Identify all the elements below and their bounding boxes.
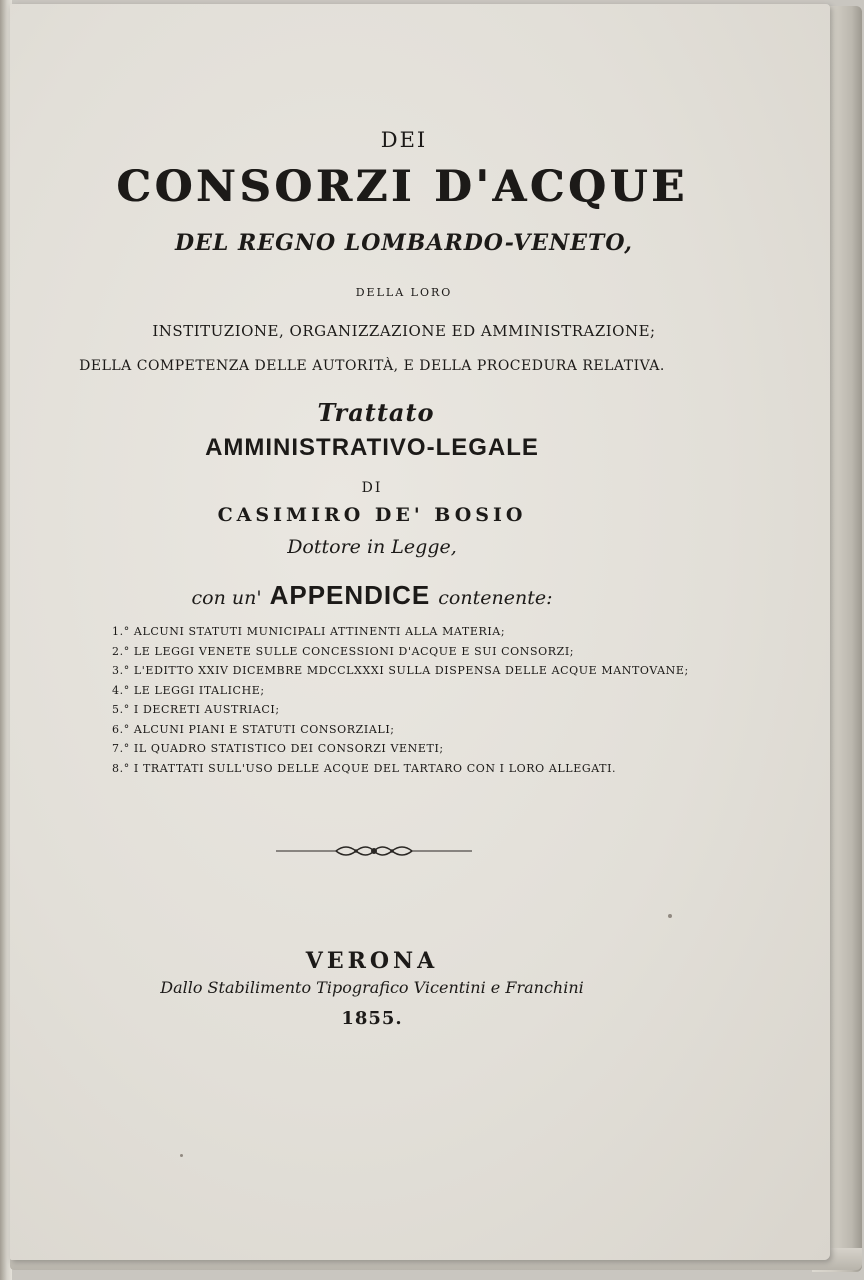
appendix-list xyxy=(112,622,732,778)
foxing-spot xyxy=(180,1154,183,1157)
subtitle-della-loro: DELLA LORO xyxy=(355,286,453,299)
list-item xyxy=(112,759,732,779)
list-item-text: LE LEGGI VENETE SULLE CONCESSIONI D'ACQUE E SUI CONSORZI; xyxy=(133,644,575,658)
list-item-text: IL QUADRO STATISTICO DEI CONSORZI VENETI; xyxy=(133,742,444,755)
list-item xyxy=(112,642,732,662)
imprint-city: VERONA xyxy=(305,948,439,974)
heading-amministrativo-legale: AMMINISTRATIVO-LEGALE xyxy=(205,434,539,461)
list-item-text: ALCUNI STATUTI MUNICIPALI ATTINENTI ALLA MATERIA; xyxy=(133,625,506,638)
title-line-dei: DEI xyxy=(380,128,428,152)
foxing-spot xyxy=(668,914,672,918)
subtitle-instituzione: INSTITUZIONE, ORGANIZZAZIONE ED AMMINISTRAZIONE; xyxy=(152,322,656,340)
list-item-number: 8.° xyxy=(112,761,130,775)
list-item-text: LE LEGGI ITALICHE; xyxy=(133,683,265,697)
list-item-number: 4.° xyxy=(112,683,130,697)
byline-di: DI xyxy=(361,480,383,496)
subtitle-regno: DEL REGNO LOMBARDO-VENETO, xyxy=(175,230,633,256)
list-item-text: L'EDITTO XXIV DICEMBRE MDCCLXXXI SULLA DISPENSA DELLE ACQUE MANTOVANE; xyxy=(133,664,689,677)
appendice-prefix: con un' xyxy=(191,587,262,609)
list-item-number: 1.° xyxy=(112,625,130,638)
list-item xyxy=(112,622,732,642)
author-title: Dottore in Legge, xyxy=(287,536,457,558)
list-item xyxy=(112,661,732,681)
list-item-text: ALCUNI PIANI E STATUTI CONSORZIALI; xyxy=(133,722,395,736)
list-item-number: 2.° xyxy=(112,644,130,658)
list-item xyxy=(112,739,732,759)
list-item-number: 7.° xyxy=(112,742,130,755)
appendice-word: APPENDICE xyxy=(269,580,431,610)
list-item xyxy=(112,720,732,740)
list-item-number: 5.° xyxy=(112,703,130,716)
list-item-text: I TRATTATI SULL'USO DELLE ACQUE DEL TARTARO CON I LORO ALLEGATI. xyxy=(133,761,617,775)
main-title: CONSORZI D'ACQUE xyxy=(116,162,688,212)
heading-trattato: Trattato xyxy=(317,398,435,427)
list-item xyxy=(112,700,732,720)
list-item-text: I DECRETI AUSTRIACI; xyxy=(133,703,280,716)
subtitle-competenza: DELLA COMPETENZA DELLE AUTORITÀ, E DELLA PROCEDURA RELATIVA. xyxy=(79,358,665,374)
list-item-number: 6.° xyxy=(112,722,130,736)
imprint-printer: Dallo Stabilimento Tipografico Vicentini e Franchini xyxy=(160,978,584,997)
list-item xyxy=(112,681,732,701)
imprint-year: 1855. xyxy=(341,1008,403,1029)
ornament-divider-icon xyxy=(276,838,472,864)
author-name: CASIMIRO DE' BOSIO xyxy=(217,504,527,526)
appendice-line xyxy=(0,580,804,611)
list-item-number: 3.° xyxy=(112,664,130,677)
appendice-suffix: contenente: xyxy=(438,587,553,609)
